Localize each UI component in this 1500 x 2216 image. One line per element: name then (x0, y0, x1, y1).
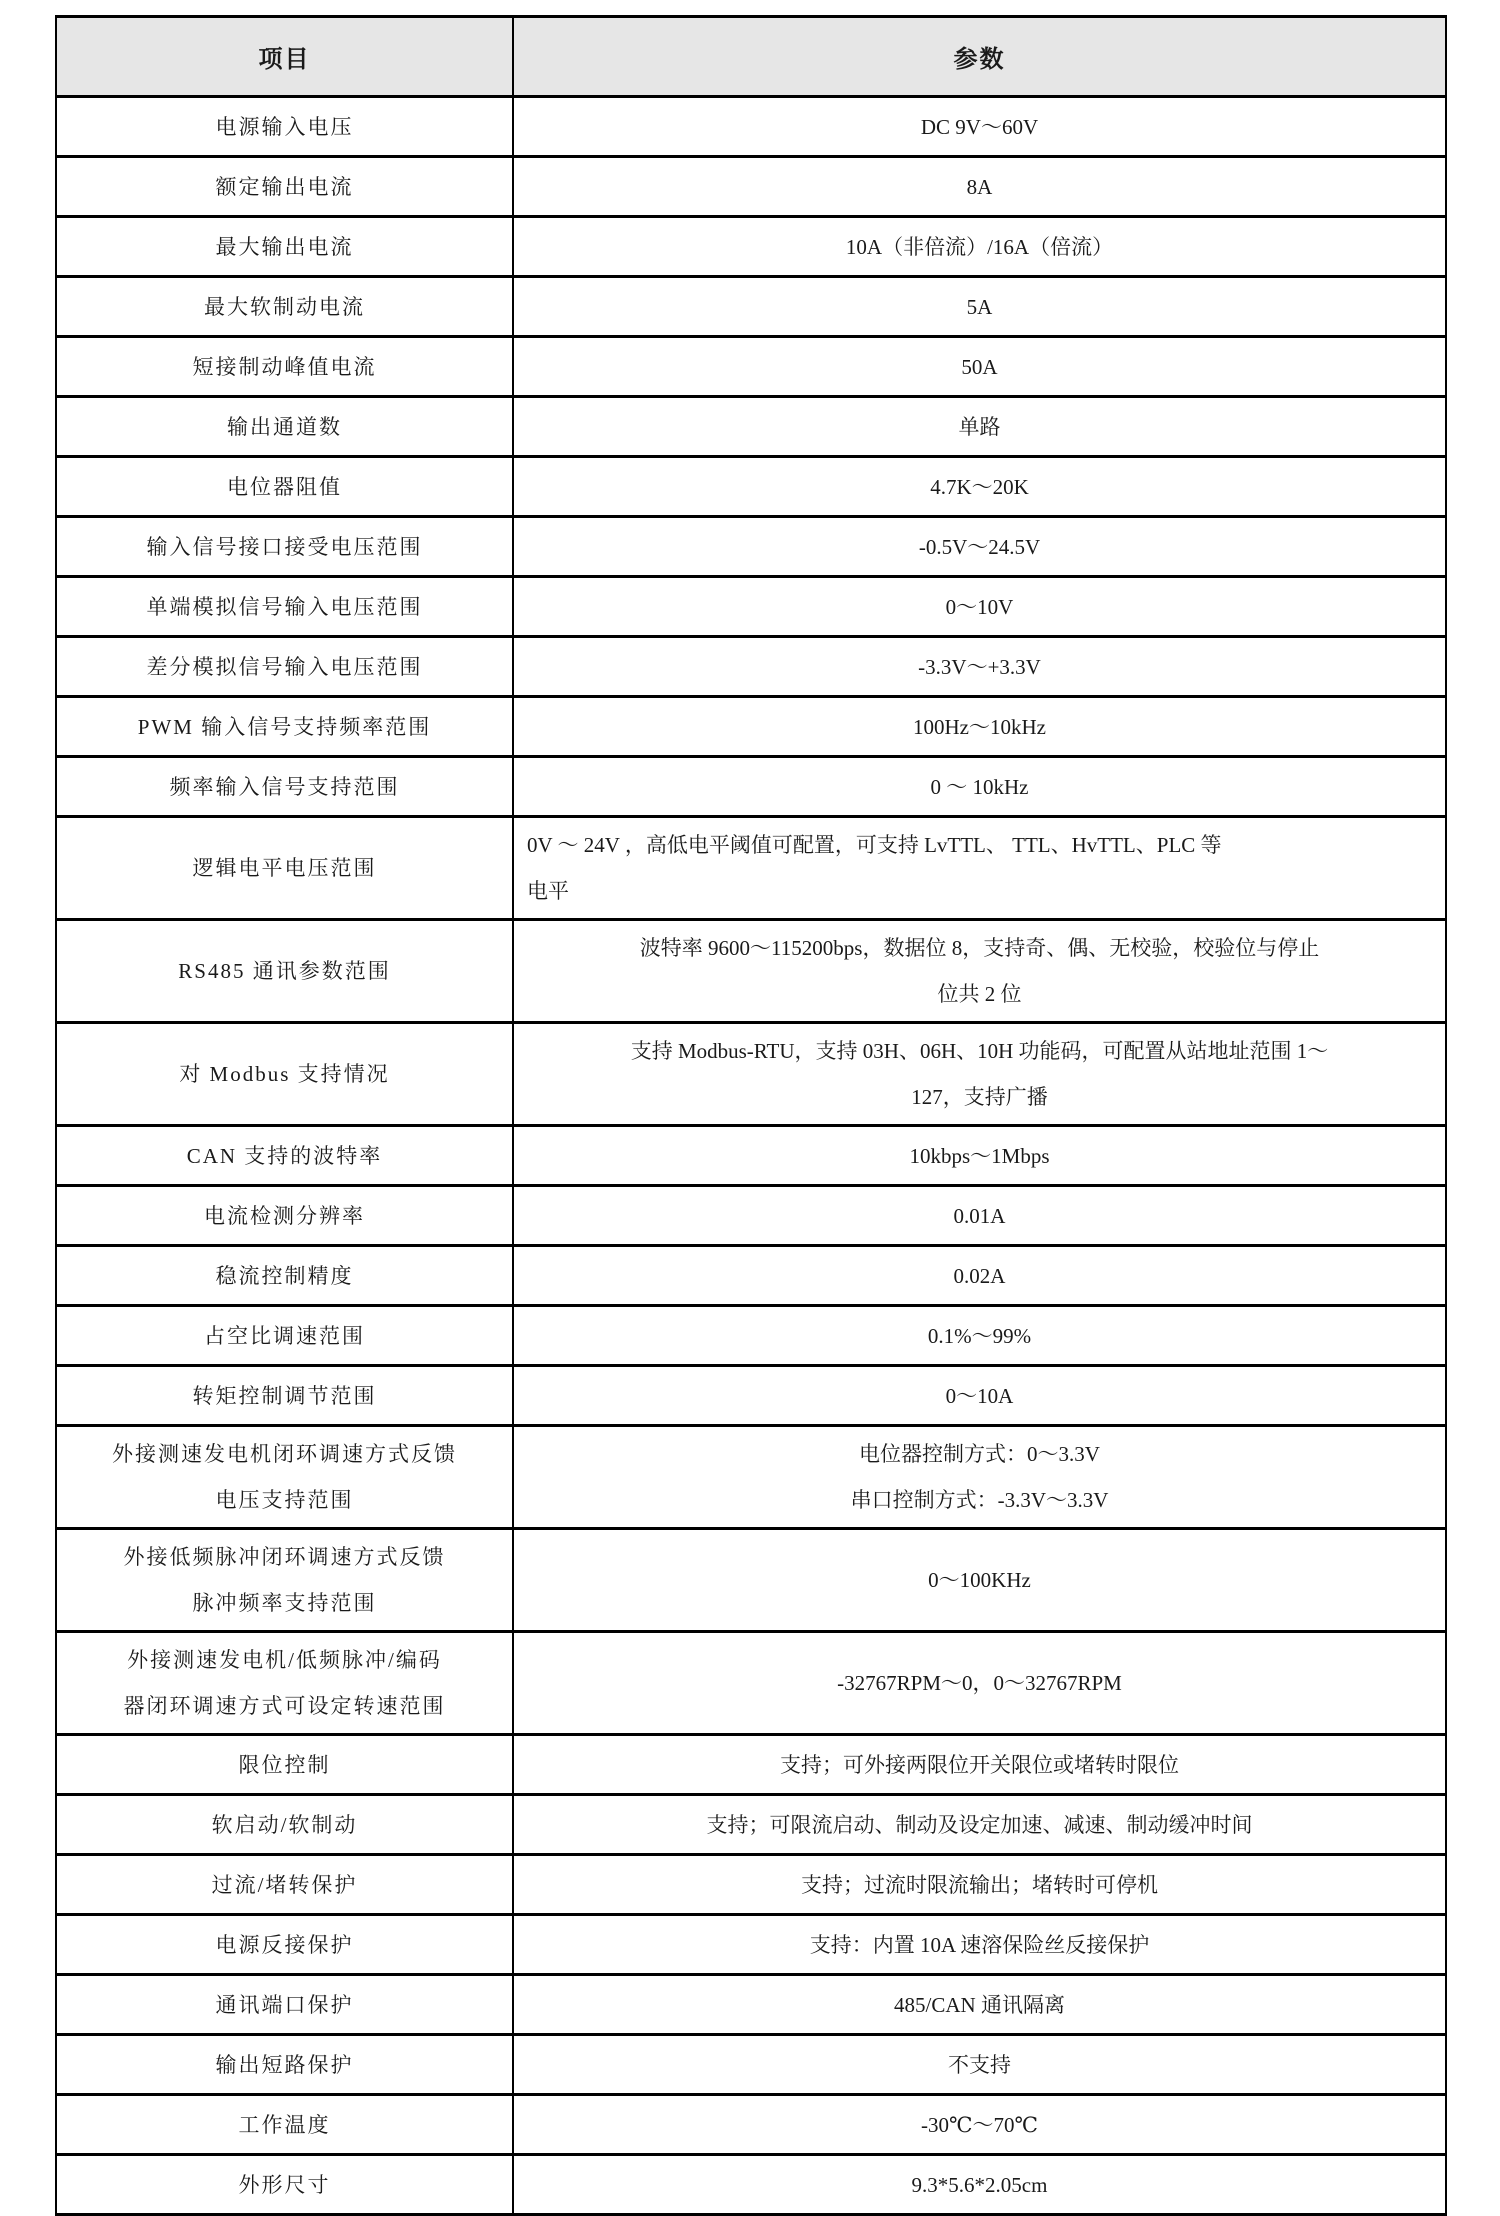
item-text: 脉冲频率支持范围 (192, 1591, 377, 1615)
param-text: 0 ～ 10kHz (930, 774, 1029, 799)
param-text: 4.7K～20K (930, 474, 1029, 499)
param-text: 0～10V (945, 594, 1014, 619)
param-cell (513, 1246, 1446, 1306)
item-cell (56, 1915, 513, 1975)
table-row (56, 1632, 1446, 1735)
item-cell (56, 1366, 513, 1426)
param-text: 0～10A (945, 1383, 1014, 1408)
table-row (56, 1855, 1446, 1915)
item-text: 最大软制动电流 (204, 294, 365, 319)
header-cell-param: 参数 (513, 17, 1446, 97)
header-row (56, 17, 1446, 97)
item-text: 逻辑电平电压范围 (192, 856, 377, 880)
param-text: 100Hz～10kHz (913, 714, 1046, 739)
param-text: 0V ～ 24V ，高低电平阈值可配置，可支持 LvTTL、 TTL、HvTTL、PLC 等 (527, 833, 1222, 857)
table-row (56, 920, 1446, 1023)
table-row (56, 1246, 1446, 1306)
param-cell (513, 2095, 1446, 2155)
param-cell (513, 1735, 1446, 1795)
param-text: 串口控制方式：-3.3V～3.3V (850, 1488, 1109, 1512)
item-text: 输入信号接口接受电压范围 (146, 534, 423, 559)
table-row (56, 1126, 1446, 1186)
param-cell (513, 920, 1446, 1023)
param-cell (513, 817, 1446, 920)
table-row (56, 1795, 1446, 1855)
param-cell (513, 1855, 1446, 1915)
param-text: 127，支持广播 (911, 1085, 1048, 1109)
param-text: 10kbps～1Mbps (909, 1143, 1050, 1168)
item-cell (56, 1186, 513, 1246)
table-row (56, 1529, 1446, 1632)
param-text: -3.3V～+3.3V (918, 654, 1041, 679)
item-cell (56, 217, 513, 277)
param-cell (513, 697, 1446, 757)
table-row (56, 817, 1446, 920)
param-cell (513, 2035, 1446, 2095)
item-cell (56, 2155, 513, 2215)
param-text: 50A (961, 354, 998, 379)
table-row (56, 457, 1446, 517)
item-cell (56, 337, 513, 397)
param-text: 支持；可限流启动、制动及设定加速、减速、制动缓冲时间 (706, 1812, 1253, 1837)
item-text: 软启动/软制动 (211, 1812, 358, 1837)
param-cell (513, 2155, 1446, 2215)
param-text: 0.1%～99% (927, 1323, 1032, 1348)
item-cell (56, 1306, 513, 1366)
param-text: 0.02A (953, 1263, 1006, 1288)
param-text: -0.5V～24.5V (918, 534, 1041, 559)
param-text: 电位器控制方式：0～3.3V (859, 1442, 1100, 1466)
item-text: 占空比调速范围 (204, 1323, 365, 1348)
param-cell (513, 1306, 1446, 1366)
param-text: 9.3*5.6*2.05cm (911, 2172, 1048, 2197)
table-row (56, 157, 1446, 217)
param-text: 0.01A (953, 1203, 1006, 1228)
item-cell (56, 397, 513, 457)
param-text: 支持 Modbus-RTU，支持 03H、06H、10H 功能码，可配置从站地址范围 1～ (630, 1039, 1329, 1063)
param-cell (513, 1426, 1446, 1529)
item-text: 稳流控制精度 (215, 1263, 354, 1288)
item-text: 外形尺寸 (238, 2172, 331, 2197)
spec-table-body (56, 97, 1446, 2215)
table-row (56, 1975, 1446, 2035)
item-cell (56, 457, 513, 517)
param-text: -32767RPM～0，0～32767RPM (837, 1671, 1122, 1695)
item-text: 输出通道数 (227, 414, 342, 439)
item-cell (56, 1246, 513, 1306)
param-text: 5A (966, 294, 993, 319)
item-text: 单端模拟信号输入电压范围 (146, 594, 423, 619)
table-row (56, 1735, 1446, 1795)
table-row (56, 1426, 1446, 1529)
item-cell (56, 1426, 513, 1529)
item-cell (56, 277, 513, 337)
param-cell (513, 397, 1446, 457)
param-text: 波特率 9600～115200bps，数据位 8，支持奇、偶、无校验，校验位与停止 (639, 936, 1320, 960)
item-text: 短接制动峰值电流 (192, 354, 377, 379)
table-row (56, 97, 1446, 157)
table-row (56, 397, 1446, 457)
item-text: 对 Modbus 支持情况 (179, 1062, 390, 1086)
param-text: 不支持 (948, 2052, 1011, 2077)
table-row (56, 697, 1446, 757)
item-cell (56, 2095, 513, 2155)
item-text: 通讯端口保护 (215, 1992, 354, 2017)
param-cell (513, 577, 1446, 637)
table-row (56, 1366, 1446, 1426)
table-row (56, 2035, 1446, 2095)
param-text: 485/CAN 通讯隔离 (894, 1992, 1065, 2017)
item-text: 转矩控制调节范围 (192, 1383, 377, 1408)
item-text: 频率输入信号支持范围 (169, 774, 400, 799)
item-text: 限位控制 (238, 1752, 331, 1777)
param-text: 支持；过流时限流输出；堵转时可停机 (801, 1872, 1158, 1897)
item-text: RS485 通讯参数范围 (178, 959, 391, 983)
item-text: 输出短路保护 (215, 2052, 354, 2077)
item-text: 电源反接保护 (215, 1932, 354, 1957)
table-row (56, 277, 1446, 337)
param-cell (513, 277, 1446, 337)
table-row (56, 517, 1446, 577)
header-cell-item: 项目 (56, 17, 513, 97)
table-row (56, 637, 1446, 697)
item-text: 过流/堵转保护 (211, 1872, 358, 1897)
spec-table (55, 15, 1447, 2216)
item-cell (56, 517, 513, 577)
param-cell (513, 757, 1446, 817)
item-cell (56, 757, 513, 817)
item-cell (56, 97, 513, 157)
item-cell (56, 1735, 513, 1795)
param-cell (513, 1632, 1446, 1735)
item-text: 外接测速发电机/低频脉冲/编码 (127, 1648, 442, 1672)
param-cell (513, 457, 1446, 517)
table-row (56, 2095, 1446, 2155)
item-cell (56, 1975, 513, 2035)
item-text: CAN 支持的波特率 (186, 1143, 383, 1168)
param-text: -30℃～70℃ (921, 2112, 1038, 2137)
param-cell (513, 157, 1446, 217)
table-row (56, 1186, 1446, 1246)
param-cell (513, 1366, 1446, 1426)
table-row (56, 1915, 1446, 1975)
param-cell (513, 1795, 1446, 1855)
item-text: 额定输出电流 (215, 174, 354, 199)
item-text: 电源输入电压 (215, 114, 354, 139)
param-text: 8A (966, 174, 993, 199)
param-text: 电平 (527, 879, 569, 903)
item-text: 器闭环调速方式可设定转速范围 (123, 1694, 446, 1718)
item-text: 电位器阻值 (227, 474, 342, 499)
item-cell (56, 817, 513, 920)
item-cell (56, 1855, 513, 1915)
item-cell (56, 1795, 513, 1855)
param-text: 10A（非倍流）/16A（倍流） (845, 234, 1114, 259)
item-text: 外接低频脉冲闭环调速方式反馈 (123, 1545, 446, 1569)
param-cell (513, 1126, 1446, 1186)
param-text: DC 9V～60V (920, 114, 1039, 139)
item-cell (56, 1023, 513, 1126)
param-cell (513, 337, 1446, 397)
param-cell (513, 1975, 1446, 2035)
table-row (56, 757, 1446, 817)
table-row (56, 1306, 1446, 1366)
param-cell (513, 517, 1446, 577)
item-text: 差分模拟信号输入电压范围 (146, 654, 423, 679)
item-cell (56, 1632, 513, 1735)
item-cell (56, 2035, 513, 2095)
item-cell (56, 1529, 513, 1632)
table-row (56, 217, 1446, 277)
param-cell (513, 97, 1446, 157)
item-text: PWM 输入信号支持频率范围 (137, 714, 432, 739)
param-cell (513, 1186, 1446, 1246)
item-text: 电压支持范围 (215, 1488, 354, 1512)
table-row (56, 577, 1446, 637)
param-text: 支持；可外接两限位开关限位或堵转时限位 (780, 1752, 1179, 1777)
param-text: 0～100KHz (928, 1568, 1031, 1592)
item-cell (56, 577, 513, 637)
item-text: 最大输出电流 (215, 234, 354, 259)
item-text: 工作温度 (238, 2112, 331, 2137)
param-cell (513, 1529, 1446, 1632)
table-row (56, 337, 1446, 397)
item-cell (56, 1126, 513, 1186)
item-text: 电流检测分辨率 (204, 1203, 365, 1228)
param-cell (513, 217, 1446, 277)
item-cell (56, 157, 513, 217)
param-text: 支持：内置 10A 速溶保险丝反接保护 (809, 1932, 1150, 1957)
item-cell (56, 637, 513, 697)
param-text: 单路 (958, 414, 1001, 439)
param-cell (513, 637, 1446, 697)
table-row (56, 2155, 1446, 2215)
item-cell (56, 697, 513, 757)
item-text: 外接测速发电机闭环调速方式反馈 (112, 1442, 457, 1466)
item-cell (56, 920, 513, 1023)
table-row (56, 1023, 1446, 1126)
param-cell (513, 1023, 1446, 1126)
param-text: 位共 2 位 (937, 982, 1022, 1006)
param-cell (513, 1915, 1446, 1975)
